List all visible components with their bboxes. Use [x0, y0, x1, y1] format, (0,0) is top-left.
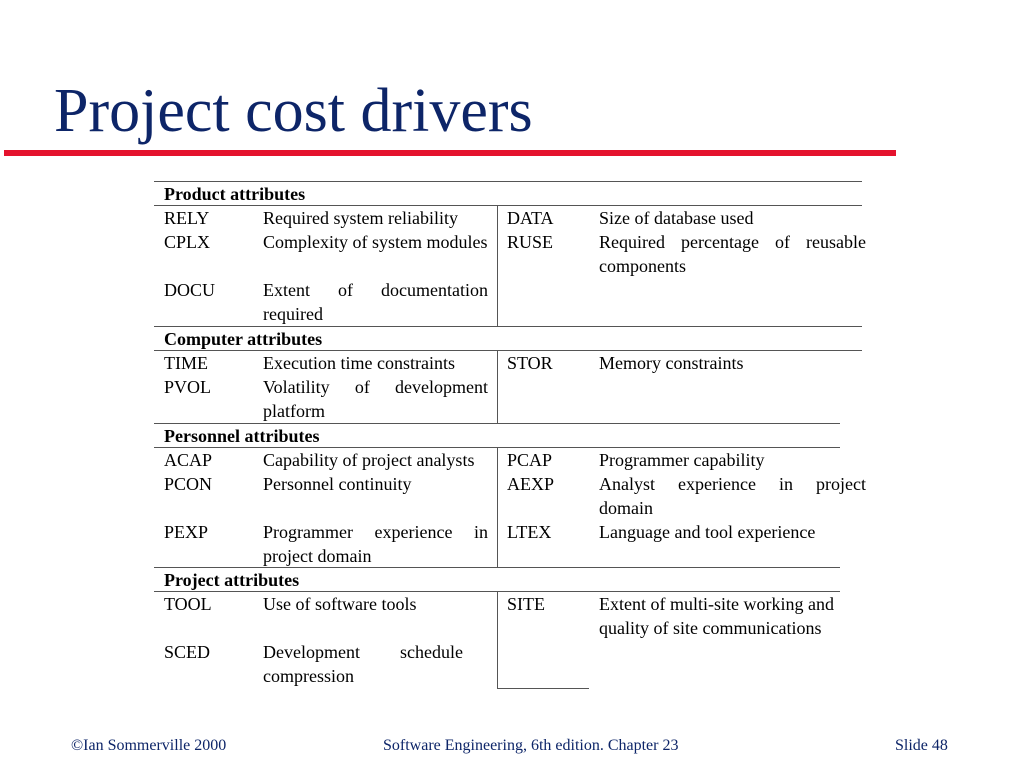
driver-description: Capability of project analysts [263, 450, 475, 470]
driver-description: Programmer experience in project domain [263, 522, 488, 566]
driver-code: PCAP [507, 450, 553, 470]
section-heading: Project attributes [164, 570, 300, 590]
driver-description: Extent of documentation required [263, 280, 488, 324]
driver-code: DOCU [164, 280, 216, 300]
driver-description: Required percentage of reusable components [599, 232, 866, 276]
driver-code: TIME [164, 353, 208, 373]
driver-description: Analyst experience in project domain [599, 474, 866, 518]
driver-code: AEXP [507, 474, 555, 494]
driver-description: Execution time constraints [263, 353, 455, 373]
column-divider [497, 206, 498, 326]
column-divider [497, 592, 498, 688]
driver-description: Language and tool experience [599, 522, 816, 542]
driver-description: Volatility of development platform [263, 377, 488, 421]
section-heading: Product attributes [164, 184, 306, 204]
footer-copyright: ©Ian Sommerville 2000 [71, 737, 227, 754]
driver-code: DATA [507, 208, 554, 228]
driver-code: CPLX [164, 232, 211, 252]
driver-code: RELY [164, 208, 210, 228]
driver-code: SITE [507, 594, 545, 614]
driver-code: TOOL [164, 594, 212, 614]
column-divider [497, 351, 498, 423]
driver-code: RUSE [507, 232, 554, 252]
driver-description: Complexity of system modules [263, 232, 488, 252]
driver-description: Required system reliability [263, 208, 458, 228]
slide-title: Project cost drivers [54, 77, 533, 145]
driver-code: PEXP [164, 522, 209, 542]
slide-number: Slide 48 [895, 737, 948, 754]
driver-description: Extent of multi-site working and quality of site communications [599, 594, 834, 638]
section-heading: Personnel attributes [164, 426, 320, 446]
table-rule [497, 688, 589, 689]
title-underline [4, 150, 896, 156]
driver-description: Personnel continuity [263, 474, 412, 494]
driver-code: ACAP [164, 450, 213, 470]
column-divider [497, 448, 498, 568]
footer-book-title: Software Engineering, 6th edition. Chapter 23 [383, 737, 679, 754]
driver-description: Memory constraints [599, 353, 744, 373]
driver-description: Programmer capability [599, 450, 765, 470]
driver-code: STOR [507, 353, 553, 373]
driver-code: SCED [164, 642, 211, 662]
section-heading: Computer attributes [164, 329, 323, 349]
driver-description: Development schedule compression [263, 642, 463, 686]
driver-description: Use of software tools [263, 594, 417, 614]
driver-code: PVOL [164, 377, 212, 397]
driver-code: LTEX [507, 522, 552, 542]
driver-code: PCON [164, 474, 213, 494]
driver-description: Size of database used [599, 208, 754, 228]
